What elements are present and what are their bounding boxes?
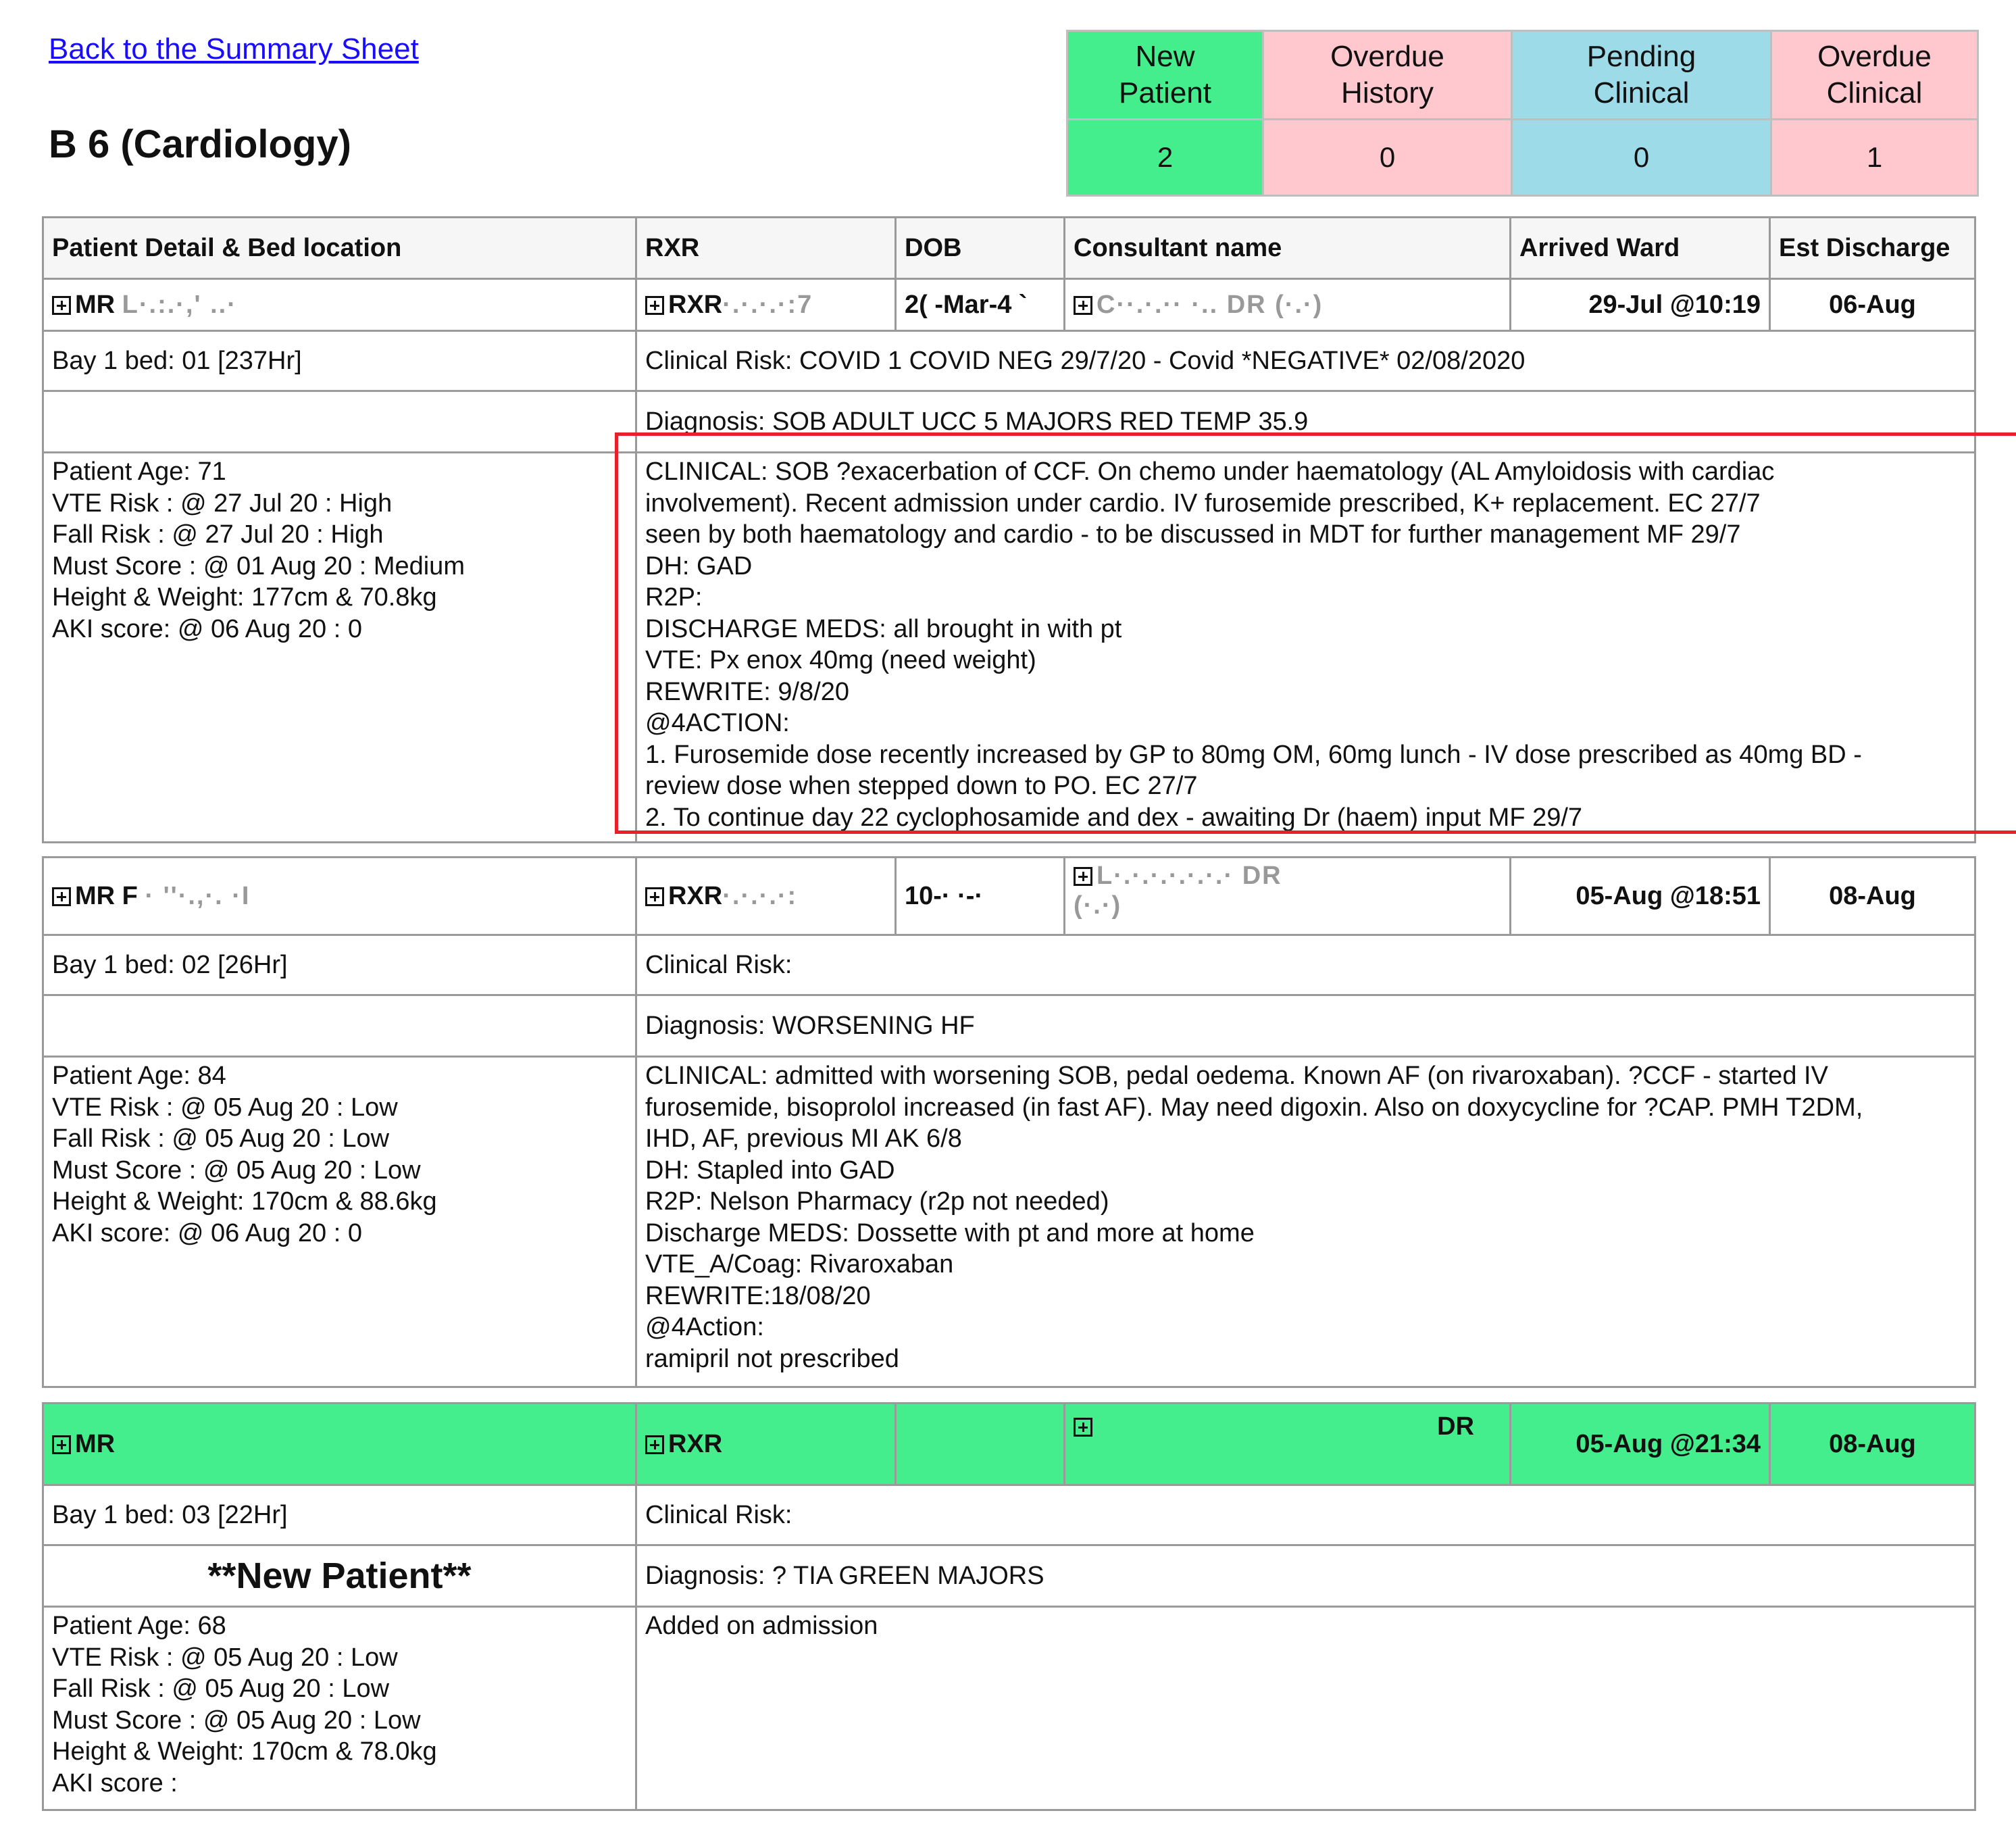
rxr-redacted: ·.·.·.·:7 [722,290,813,319]
rxr-number: RXR [668,1429,723,1458]
rxr-cell[interactable] [636,279,896,331]
est-discharge-cell: 06-Aug [1770,279,1975,331]
clinical-line: 1. Furosemide dose recently increased by GP to 80mg OM, 60mg lunch - IV dose prescribed as 40mg BD - [645,740,1862,769]
clinical-line: Added on admission [645,1612,878,1640]
clinical-line: CLINICAL: admitted with worsening SOB, pedal oedema. Known AF (on rivaroxaban). ?CCF - started IV [645,1062,1828,1090]
summary-label-new-patient: New Patient [1067,31,1263,120]
clinical-line: review dose when stepped down to PO. EC 27/7 [645,772,1198,800]
diagnosis: Diagnosis: WORSENING HF [636,995,1975,1057]
consultant-cell[interactable] [1065,858,1511,935]
clinical-line: IHD, AF, previous MI AK 6/8 [645,1124,962,1153]
detail-line: Height & Weight: 170cm & 88.6kg [52,1187,437,1216]
expand-icon[interactable] [645,1435,664,1454]
consultant-name-redacted: C··.·.·· ·.. DR (·.·) [1097,290,1324,319]
clinical-line: DH: GAD [645,551,753,580]
arrived-ward-cell: 05-Aug @21:34 [1511,1404,1770,1485]
diagnosis: Diagnosis: SOB ADULT UCC 5 MAJORS RED TEMP 35.9 [636,391,1975,453]
expand-icon[interactable] [52,1435,71,1454]
patient-flag-cell [43,995,636,1057]
summary-label-overdue-history: Overdue History [1263,31,1512,120]
consultant-name: DR [1437,1412,1474,1441]
clinical-line: DH: Stapled into GAD [645,1156,895,1185]
clinical-risk: Clinical Risk: [636,1485,1975,1545]
patient-details [43,453,636,843]
clinical-line: R2P: [645,583,703,612]
expand-icon[interactable] [1074,1418,1092,1437]
rxr-redacted: ·.·.·.·: [722,881,798,910]
clinical-notes [636,1607,1975,1810]
detail-line: Fall Risk : @ 05 Aug 20 : Low [52,1674,390,1703]
page-title: B 6 (Cardiology) [49,122,351,166]
detail-line: VTE Risk : @ 27 Jul 20 : High [52,489,393,518]
status-summary-table [1066,30,1979,197]
detail-line: Patient Age: 71 [52,457,226,486]
clinical-notes [636,453,1975,843]
summary-label-overdue-clinical: Overdue Clinical [1771,31,1978,120]
detail-line: AKI score: @ 06 Aug 20 : 0 [52,1218,362,1247]
summary-count-new-patient: 2 [1067,120,1263,196]
clinical-line: involvement). Recent admission under cardio. IV furosemide prescribed, K+ replacement. EC 27/7 [645,489,1761,518]
patient-header-row [43,1404,1975,1485]
col-header-discharge: Est Discharge [1770,218,1975,279]
patient-name-redacted: L·.:.·,' ..· [122,290,237,319]
patient-name-cell[interactable] [43,1404,636,1485]
clinical-line: DISCHARGE MEDS: all brought in with pt [645,614,1122,643]
arrived-ward-cell: 05-Aug @18:51 [1511,858,1770,935]
detail-line: Fall Risk : @ 05 Aug 20 : Low [52,1124,390,1153]
est-discharge-cell: 08-Aug [1770,1404,1975,1485]
expand-icon[interactable] [645,296,664,315]
detail-line: Must Score : @ 01 Aug 20 : Medium [52,551,465,580]
clinical-line: VTE: Px enox 40mg (need weight) [645,646,1036,674]
arrived-ward-cell: 29-Jul @10:19 [1511,279,1770,331]
expand-icon[interactable] [1074,867,1092,886]
patient-name-redacted: · ''·.,·. ·I [145,881,251,910]
rxr-number: RXR [668,881,723,910]
clinical-line: CLINICAL: SOB ?exacerbation of CCF. On chemo under haematology (AL Amyloidosis with cardiac [645,457,1775,486]
consultant-cell[interactable] [1065,279,1511,331]
patient-name: MR F [75,881,138,910]
clinical-line: @4ACTION: [645,709,790,737]
consultant-name-redacted-line2: (·.·) [1074,891,1122,920]
detail-line: VTE Risk : @ 05 Aug 20 : Low [52,1093,398,1122]
clinical-line: Discharge MEDS: Dossette with pt and more at home [645,1218,1255,1247]
clinical-line: R2P: Nelson Pharmacy (r2p not needed) [645,1187,1109,1216]
consultant-name-redacted: L·.·.·.·.·.·.· DR [1097,862,1282,890]
new-patient-flag: **New Patient** [43,1545,636,1607]
rxr-number: RXR [668,290,723,319]
col-header-dob: DOB [896,218,1065,279]
patient-name: MR [75,1429,116,1458]
patient-flag-cell [43,391,636,453]
bed-location: Bay 1 bed: 03 [22Hr] [43,1485,636,1545]
patient-table-2 [42,856,1976,1388]
summary-label-pending-clinical: Pending Clinical [1512,31,1771,120]
rxr-cell[interactable] [636,1404,896,1485]
rxr-cell[interactable] [636,858,896,935]
est-discharge-cell: 08-Aug [1770,858,1975,935]
summary-count-overdue-history: 0 [1263,120,1512,196]
dob-cell: 2( -Mar-4 ` [896,279,1065,331]
patient-details [43,1057,636,1387]
patient-header-row [43,858,1975,935]
clinical-line: REWRITE:18/08/20 [645,1281,871,1310]
col-header-patient: Patient Detail & Bed location [43,218,636,279]
clinical-line: 2. To continue day 22 cyclophosamide and dex - awaiting Dr (haem) input MF 29/7 [645,803,1583,832]
detail-line: AKI score : [52,1768,178,1797]
patient-name: MR [75,290,116,319]
detail-line: Must Score : @ 05 Aug 20 : Low [52,1156,421,1185]
patient-name-cell[interactable] [43,858,636,935]
clinical-line: VTE_A/Coag: Rivaroxaban [645,1250,954,1279]
summary-count-overdue-clinical: 1 [1771,120,1978,196]
detail-line: Must Score : @ 05 Aug 20 : Low [52,1706,421,1735]
col-header-rxr: RXR [636,218,896,279]
clinical-risk: Clinical Risk: [636,935,1975,995]
detail-line: Height & Weight: 170cm & 78.0kg [52,1737,437,1766]
patient-table-3 [42,1402,1976,1811]
patient-name-cell[interactable] [43,279,636,331]
expand-icon[interactable] [52,296,71,315]
detail-line: VTE Risk : @ 05 Aug 20 : Low [52,1643,398,1672]
dob-cell: 10-· ·-· [896,858,1065,935]
column-header-row [43,218,1975,279]
col-header-consultant: Consultant name [1065,218,1511,279]
patient-details [43,1607,636,1810]
patient-table-1 [42,216,1976,843]
summary-count-pending-clinical: 0 [1512,120,1771,196]
back-to-summary-link[interactable]: Back to the Summary Sheet [49,32,419,66]
detail-line: Patient Age: 68 [52,1612,226,1640]
col-header-arrived: Arrived Ward [1511,218,1770,279]
clinical-line: @4Action: [645,1313,764,1341]
expand-icon[interactable] [645,887,664,906]
clinical-line: ramipril not prescribed [645,1344,899,1373]
bed-location: Bay 1 bed: 02 [26Hr] [43,935,636,995]
clinical-notes [636,1057,1975,1387]
clinical-line: furosemide, bisoprolol increased (in fast AF). May need digoxin. Also on doxycycline for ?CAP. PMH T2DM, [645,1093,1863,1122]
expand-icon[interactable] [1074,296,1092,315]
detail-line: Fall Risk : @ 27 Jul 20 : High [52,520,384,549]
dob-cell [896,1404,1065,1485]
detail-line: AKI score: @ 06 Aug 20 : 0 [52,614,362,643]
clinical-risk: Clinical Risk: COVID 1 COVID NEG 29/7/20 - Covid *NEGATIVE* 02/08/2020 [636,331,1975,391]
patient-header-row [43,279,1975,331]
consultant-cell[interactable] [1065,1404,1511,1485]
clinical-line: REWRITE: 9/8/20 [645,677,849,706]
diagnosis: Diagnosis: ? TIA GREEN MAJORS [636,1545,1975,1607]
expand-icon[interactable] [52,887,71,906]
detail-line: Patient Age: 84 [52,1062,226,1090]
clinical-line: seen by both haematology and cardio - to be discussed in MDT for further management MF 29/7 [645,520,1741,549]
bed-location: Bay 1 bed: 01 [237Hr] [43,331,636,391]
detail-line: Height & Weight: 177cm & 70.8kg [52,583,437,612]
